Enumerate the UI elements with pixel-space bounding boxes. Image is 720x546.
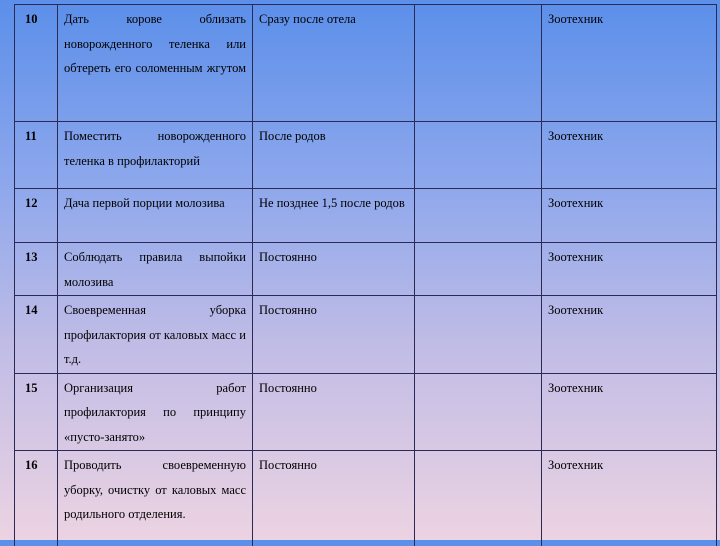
empty-cell: [415, 373, 542, 451]
row-number: 14: [15, 296, 58, 374]
timing-cell: Постоянно: [253, 373, 415, 451]
responsible-cell: Зоотехник: [542, 373, 717, 451]
empty-cell: [415, 451, 542, 546]
table-row: [15, 189, 717, 243]
responsible-cell: Зоотехник: [542, 451, 717, 546]
timing-cell: Сразу после отела: [253, 5, 415, 122]
responsible-cell: Зоотехник: [542, 5, 717, 122]
action-cell: Дать корове облизать новорожденного теленка или обтереть его соломенным жгутом: [58, 5, 253, 122]
action-cell: Проводить своевременную уборку, очистку от каловых масс родильного отделения.: [58, 451, 253, 546]
table-row: [15, 5, 717, 122]
table-row: [15, 373, 717, 451]
row-number: 13: [15, 243, 58, 296]
timing-cell: После родов: [253, 122, 415, 189]
responsible-cell: Зоотехник: [542, 189, 717, 243]
action-cell: Своевременная уборка профилактория от каловых масс и т.д.: [58, 296, 253, 374]
timing-cell: Не позднее 1,5 после родов: [253, 189, 415, 243]
table-row: [15, 296, 717, 374]
row-number: 15: [15, 373, 58, 451]
table-row: [15, 243, 717, 296]
empty-cell: [415, 122, 542, 189]
empty-cell: [415, 189, 542, 243]
timing-cell: Постоянно: [253, 296, 415, 374]
row-number: 12: [15, 189, 58, 243]
row-number: 11: [15, 122, 58, 189]
action-cell: Дача первой порции молозива: [58, 189, 253, 243]
action-cell: Организация работ профилактория по принципу «пусто-занято»: [58, 373, 253, 451]
measures-table: [14, 4, 717, 546]
timing-cell: Постоянно: [253, 243, 415, 296]
table-row: [15, 122, 717, 189]
timing-cell: Постоянно: [253, 451, 415, 546]
responsible-cell: Зоотехник: [542, 122, 717, 189]
responsible-cell: Зоотехник: [542, 243, 717, 296]
empty-cell: [415, 296, 542, 374]
action-cell: Поместить новорожденного теленка в профилакторий: [58, 122, 253, 189]
responsible-cell: Зоотехник: [542, 296, 717, 374]
row-number: 10: [15, 5, 58, 122]
empty-cell: [415, 243, 542, 296]
empty-cell: [415, 5, 542, 122]
row-number: 16: [15, 451, 58, 546]
table-row: [15, 451, 717, 546]
action-cell: Соблюдать правила выпойки молозива: [58, 243, 253, 296]
